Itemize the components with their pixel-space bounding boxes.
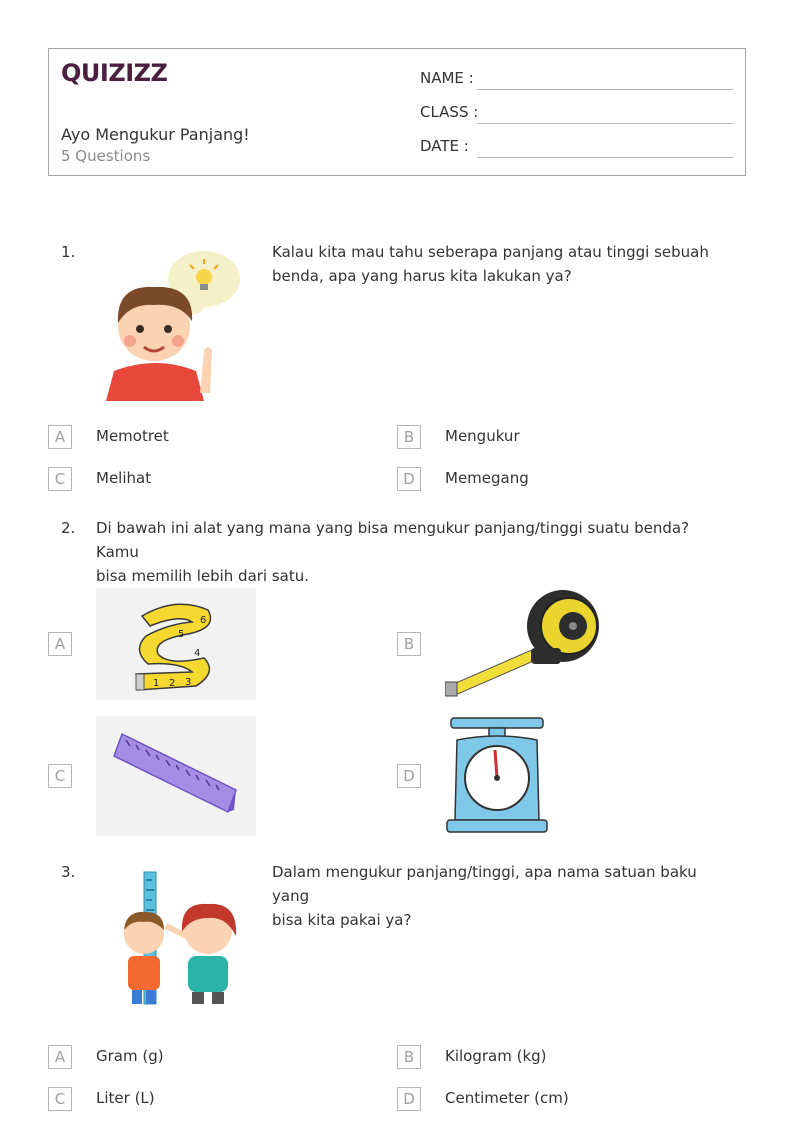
q2-option-b-letter[interactable]: B	[397, 632, 421, 656]
q1-option-d-letter[interactable]: D	[397, 467, 421, 491]
q3-option-a-letter[interactable]: A	[48, 1045, 72, 1069]
ruler-icon[interactable]	[96, 716, 256, 836]
measuring-tape-icon[interactable]	[96, 588, 256, 700]
weighing-scale-icon[interactable]	[445, 716, 549, 836]
question-2-text-line1: Di bawah ini alat yang mana yang bisa mengukur panjang/tinggi suatu benda? Kamu	[96, 519, 690, 561]
q1-option-b-letter[interactable]: B	[397, 425, 421, 449]
q1-option-a-text[interactable]: Memotret	[96, 427, 169, 445]
date-line[interactable]	[477, 157, 733, 158]
q1-option-c-text[interactable]: Melihat	[96, 469, 152, 487]
class-line[interactable]	[477, 123, 733, 124]
date-label: DATE :	[420, 137, 469, 155]
q3-option-b-letter[interactable]: B	[397, 1045, 421, 1069]
quizizz-logo: QUIZIZZ	[61, 59, 168, 87]
question-3-number: 3.	[61, 863, 76, 881]
worksheet-header	[48, 48, 746, 176]
name-line[interactable]	[477, 89, 733, 90]
question-1-number: 1.	[61, 243, 76, 261]
q3-option-b-text[interactable]: Kilogram (kg)	[445, 1047, 547, 1065]
question-count: 5 Questions	[61, 147, 151, 165]
q2-option-c-letter[interactable]: C	[48, 764, 72, 788]
q2-option-a-letter[interactable]: A	[48, 632, 72, 656]
tape-measure-icon[interactable]	[445, 588, 605, 700]
class-label: CLASS :	[420, 103, 479, 121]
question-2-text-line2: bisa memilih lebih dari satu.	[96, 567, 310, 585]
q2-option-d-letter[interactable]: D	[397, 764, 421, 788]
name-label: NAME :	[420, 69, 474, 87]
q3-option-d-text[interactable]: Centimeter (cm)	[445, 1089, 569, 1107]
q1-option-b-text[interactable]: Mengukur	[445, 427, 520, 445]
worksheet-title: Ayo Mengukur Panjang!	[61, 125, 250, 144]
tape-number-6: 6	[200, 615, 207, 626]
q3-option-a-text[interactable]: Gram (g)	[96, 1047, 164, 1065]
thinking-boy-icon	[96, 243, 256, 401]
height-measuring-kids-icon	[96, 860, 256, 1020]
question-1-text-line1: Kalau kita mau tahu seberapa panjang atau tinggi sebuah	[272, 243, 709, 261]
q3-option-c-letter[interactable]: C	[48, 1087, 72, 1111]
q1-option-c-letter[interactable]: C	[48, 467, 72, 491]
tape-number-5: 5	[178, 629, 185, 640]
tape-number-4: 4	[194, 648, 201, 659]
question-3-text-line1: Dalam mengukur panjang/tinggi, apa nama satuan baku yang	[272, 863, 697, 905]
question-3-text	[272, 860, 732, 932]
tape-number-2: 2	[169, 678, 176, 689]
question-2-number: 2.	[61, 519, 76, 537]
tape-number-3: 3	[185, 677, 192, 688]
q1-option-d-text[interactable]: Memegang	[445, 469, 529, 487]
q1-option-a-letter[interactable]: A	[48, 425, 72, 449]
question-1-text-line2: benda, apa yang harus kita lakukan ya?	[272, 267, 572, 285]
q3-option-d-letter[interactable]: D	[397, 1087, 421, 1111]
question-3-text-line2: bisa kita pakai ya?	[272, 911, 412, 929]
question-1-text	[272, 240, 732, 288]
question-2-text	[96, 516, 736, 588]
q3-option-c-text[interactable]: Liter (L)	[96, 1089, 155, 1107]
tape-number-1: 1	[153, 678, 160, 689]
